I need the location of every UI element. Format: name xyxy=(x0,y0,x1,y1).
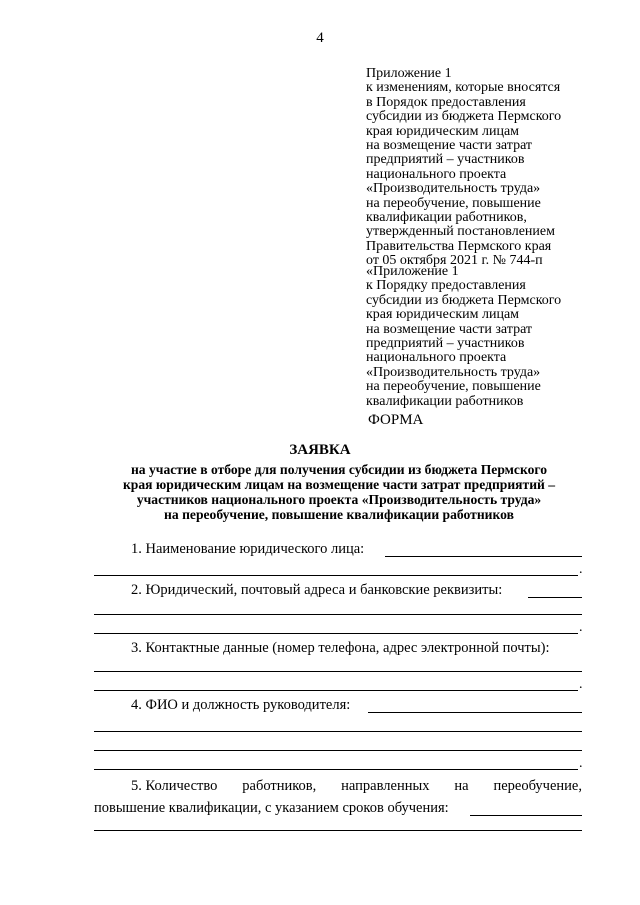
item-1-end-dot: . xyxy=(579,562,583,577)
item-5-word: на xyxy=(454,778,469,794)
subtitle-line: края юридическим лицам на возмещение части затрат предприятий – xyxy=(122,477,556,492)
appendix-line: квалификации работников xyxy=(366,393,524,409)
appendix-line: национального проекта xyxy=(366,350,507,366)
item-2-end-dot: . xyxy=(579,620,583,635)
appendix-line: на переобучение, повышение xyxy=(366,379,541,395)
item-3-label: 3. Контактные данные (номер телефона, адрес электронной почты): xyxy=(131,640,550,656)
item-1-fill-line[interactable] xyxy=(385,556,582,557)
item-3-fill-line-2[interactable] xyxy=(94,690,578,691)
item-5-word: направленных xyxy=(341,778,430,794)
appendix-line: к Порядку предоставления xyxy=(366,278,526,294)
item-5-label-line-2: повышение квалификации, с указанием сроков обучения: xyxy=(94,800,449,816)
item-5-word: переобучение, xyxy=(493,778,582,794)
item-5-word: работников, xyxy=(242,778,317,794)
appendix-line: к изменениям, которые вносятся xyxy=(366,80,561,96)
item-4-fill-line-3[interactable] xyxy=(94,750,582,751)
appendix-line: Приложение 1 xyxy=(366,66,452,81)
item-5-word: 5. Количество xyxy=(131,778,218,794)
item-4-end-dot: . xyxy=(579,756,583,771)
item-4-fill-line[interactable] xyxy=(368,712,582,713)
item-3-end-dot: . xyxy=(579,677,583,692)
item-4-fill-line-4[interactable] xyxy=(94,769,578,770)
item-2-fill-line-3[interactable] xyxy=(94,633,578,634)
appendix-line: субсидии из бюджета Пермского xyxy=(366,292,562,308)
appendix-line: на возмещение части затрат xyxy=(366,321,533,337)
appendix-line: от 05 октября 2021 г. № 744-п xyxy=(366,253,543,269)
item-5-fill-line-2[interactable] xyxy=(94,830,582,831)
item-5-fill-line[interactable] xyxy=(470,815,582,816)
item-4-label: 4. ФИО и должность руководителя: xyxy=(131,697,351,713)
subtitle-line: участников национального проекта «Производительность труда» xyxy=(136,492,542,507)
form-label: ФОРМА xyxy=(368,412,424,428)
appendix-line: предприятий – участников xyxy=(366,336,525,352)
appendix-line: субсидии из бюджета Пермского xyxy=(366,109,562,125)
item-2-fill-line-2[interactable] xyxy=(94,614,582,615)
appendix-line: «Производительность труда» xyxy=(366,364,541,380)
appendix-line: утвержденный постановлением xyxy=(366,224,555,240)
appendix-line: на возмещение части затрат xyxy=(366,138,533,154)
appendix-line: края юридическим лицам xyxy=(366,307,520,323)
appendix-line: предприятий – участников xyxy=(366,152,525,168)
appendix-line: «Производительность труда» xyxy=(366,181,541,197)
item-1-fill-line-2[interactable] xyxy=(94,575,578,576)
item-1-label: 1. Наименование юридического лица: xyxy=(131,541,365,557)
appendix-2-header xyxy=(366,265,636,409)
item-2-label: 2. Юридический, почтовый адреса и банковские реквизиты: xyxy=(131,582,503,598)
appendix-line: в Порядок предоставления xyxy=(366,94,526,110)
appendix-line: квалификации работников, xyxy=(366,210,527,226)
subtitle-line: на переобучение, повышение квалификации работников xyxy=(164,507,514,522)
appendix-line: на переобучение, повышение xyxy=(366,195,541,211)
document-title: ЗАЯВКА xyxy=(289,442,351,458)
subtitle-line: на участие в отборе для получения субсидии из бюджета Пермского xyxy=(130,462,548,477)
appendix-1-header xyxy=(366,67,636,269)
page-number: 4 xyxy=(316,30,324,46)
appendix-line: Правительства Пермского края xyxy=(366,238,552,254)
item-3-fill-line[interactable] xyxy=(94,671,582,672)
appendix-line: национального проекта xyxy=(366,166,507,182)
appendix-line: «Приложение 1 xyxy=(366,264,459,279)
item-5-label xyxy=(131,778,582,795)
document-subtitle xyxy=(86,462,592,522)
item-4-fill-line-2[interactable] xyxy=(94,731,582,732)
appendix-line: края юридическим лицам xyxy=(366,123,520,139)
item-2-fill-line[interactable] xyxy=(528,597,582,598)
